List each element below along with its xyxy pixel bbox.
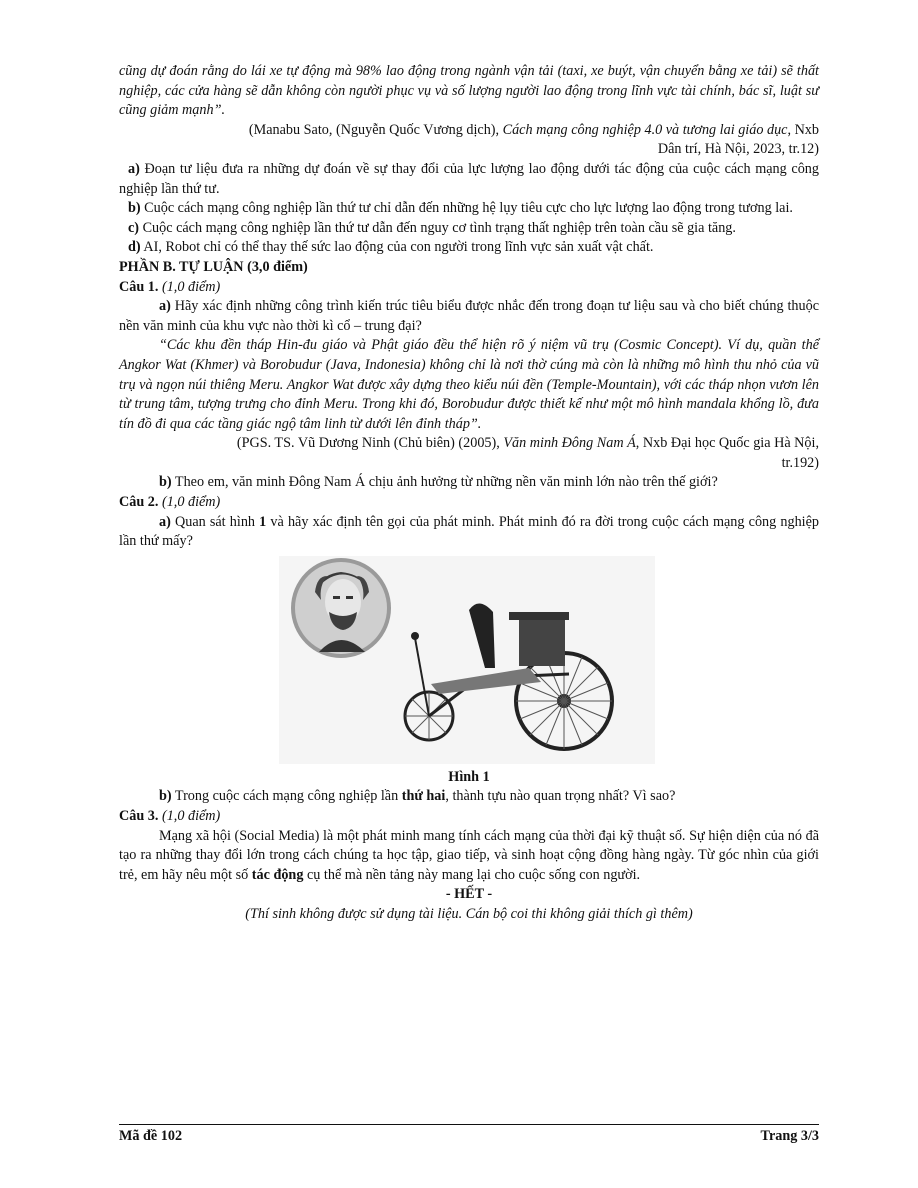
q3-text: Mạng xã hội (Social Media) là một phát minh mang tính cách mạng của thời đại kỹ thuật số. Sự hiện diện của nó đã tạo ra những thay đổi lớn trong cách chúng ta học tập, giao tiếp, và sinh hoạt cộng đồng hàng ngày. Từ góc nhìn của giới trẻ, em hãy nêu một số tác động cụ thể mà nền tảng này mang lại cho cuộc sống con người. — [119, 827, 819, 883]
source-book-title: Cách mạng công nghiệp 4.0 và tương lai giáo dục — [502, 121, 788, 138]
q1-part-a: a) Hãy xác định những công trình kiến trúc tiêu biểu được nhắc đến trong đoạn tư liệu sau và cho biết chúng thuộc nền văn minh của khu vực nào thời kì cổ – trung đại? — [119, 298, 819, 334]
statement-c: c) Cuộc cách mạng công nghiệp lần thứ tư dẫn đến nguy cơ tình trạng thất nghiệp trên toàn cầu sẽ gia tăng. — [128, 219, 736, 236]
q3-heading: Câu 3. (1,0 điểm) — [119, 808, 221, 825]
statement-a: a) Đoạn tư liệu đưa ra những dự đoán về sự thay đổi của lực lượng lao động dưới tác động của cuộc cách mạng công nghiệp lần thứ tư. — [119, 160, 819, 197]
end-note: (Thí sinh không được sử dụng tài liệu. Cán bộ coi thi không giải thích gì thêm) — [245, 906, 693, 922]
statement-b: b) Cuộc cách mạng công nghiệp lần thứ tư chỉ dẫn đến những hệ lụy tiêu cực cho lực lượng lao động trong tương lai. — [128, 200, 793, 217]
benz-motorwagen-photo — [279, 556, 655, 764]
source-citation-2: (PGS. TS. Vũ Dương Ninh (Chủ biên) (2005), Văn minh Đông Nam Á, Nxb Đại học Quốc gia Hà Nội, tr.192) — [236, 435, 819, 471]
exam-page — [119, 62, 819, 925]
statement-d: d) AI, Robot chỉ có thể thay thế sức lao động của con người trong lĩnh vực sản xuất vật chất. — [128, 239, 654, 256]
q1-part-b: b) Theo em, văn minh Đông Nam Á chịu ảnh hưởng từ những nền văn minh lớn nào trên thế giới? — [159, 474, 718, 491]
q2-part-b: b) Trong cuộc cách mạng công nghiệp lần thứ hai, thành tựu nào quan trọng nhất? Vì sao? — [159, 788, 676, 805]
q1-heading: Câu 1. (1,0 điểm) — [119, 278, 221, 295]
end-mark: - HẾT - — [445, 886, 493, 903]
quote-continuation: cũng dự đoán rằng do lái xe tự động mà 98% lao động trong ngành vận tải (taxi, xe buýt, vận chuyển bằng xe tải) sẽ thất nghiệp, các cửa hàng sẽ dẫn không còn người phục vụ và số lượng người lao động trong lĩnh vực tài chính, bác sĩ, luật sư cũng giảm mạnh”. — [119, 63, 819, 119]
page-footer — [119, 1124, 819, 1145]
figure-1 — [119, 556, 819, 766]
exam-code: Mã đề 102 — [119, 1128, 183, 1144]
q2-heading: Câu 2. (1,0 điểm) — [119, 494, 221, 511]
figure-caption: Hình 1 — [448, 768, 490, 785]
q2-part-a: a) Quan sát hình 1 và hãy xác định tên gọi của phát minh. Phát minh đó ra đời trong cuộc cách mạng công nghiệp lần thứ mấy? — [119, 513, 819, 550]
source-citation-1: (Manabu Sato, (Nguyễn Quốc Vương dịch), Cách mạng công nghiệp 4.0 và tương lai giáo dục, Nxb Dân trí, Hà Nội, 2023, tr.12) — [248, 121, 819, 158]
part-b-heading: PHẦN B. TỰ LUẬN (3,0 điểm) — [119, 258, 308, 275]
page-number: Trang 3/3 — [760, 1128, 819, 1144]
q1-quote: “Các khu đền tháp Hin-đu giáo và Phật giáo đều thể hiện rõ ý niệm vũ trụ (Cosmic Concept). Ví dụ, quần thể Angkor Wat (Khmer) và Borobudur (Java, Indonesia) không chỉ là nơi thờ cúng mà còn là những mô hình thu nhỏ của vũ trụ và ngọn núi thiêng Meru. Angkor Wat được xây dựng theo kiểu núi đền (Temple-Mountain), với các tháp nhọn vươn lên từ trung tâm, tượng trưng cho đỉnh Meru. Trong khi đó, Borobudur được thiết kế như một mô hình mandala khổng lồ, đưa tín đồ đi qua các tầng giác ngộ tâm linh từ dưới lên đỉnh tháp”. — [119, 337, 819, 432]
